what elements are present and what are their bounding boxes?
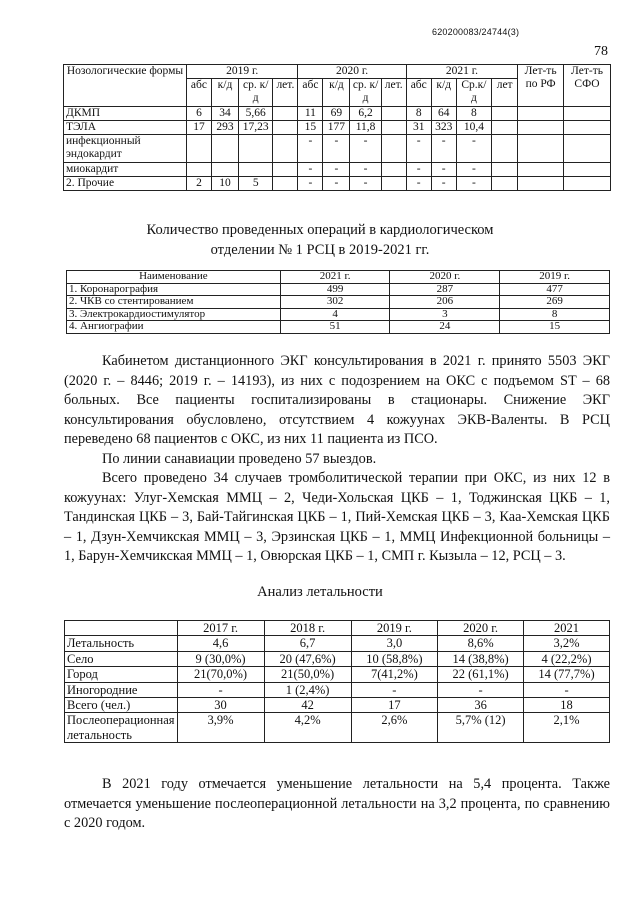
mortality-heading: Анализ летальности [257,584,383,600]
subheader-cell: к/д [323,79,350,106]
table-cell [273,162,298,176]
table-cell [211,135,238,162]
table-cell: 34 [211,106,238,120]
table-cell [273,176,298,190]
table-cell: 18 [524,697,610,712]
table-cell: 8 [500,308,610,321]
table-cell: 287 [390,283,500,296]
paragraph-thrombolysis: Всего проведено 34 случаев тромболитической терапии при ОКС, из них 12 в кожуунах: Улуг-Хемская ММЦ – 2, Чеди-Хольская ЦКБ – 1, Тоджинская ЦКБ – 1, Тандинская ЦКБ – 3, Бай-Тайгинская ЦКБ – 1, Пий-Хемская ЦКБ – 3, Каа-Хемская ЦКБ – 1, Дзун-Хемчикская ММЦ – 3, Эрзинская ЦКБ – 1, ММЦ Инфекционной больницы – 1, Барун-Хемчикская ММЦ – 1, Овюрская ЦКБ – 1, СМП г. Кызыла – 12, РСЦ – 3. [64,470,610,564]
table-cell: инфекционный эндокардит [64,135,187,162]
table-cell [381,106,406,120]
operations-table [66,270,610,334]
nosology-table-body [64,106,611,190]
table-cell: 5 [239,176,273,190]
table-row [65,636,610,651]
table-cell [381,176,406,190]
subheader-cell: к/д [211,79,238,106]
header-2020: 2020 г. [390,271,500,284]
table-cell: 4 (22,2%) [524,651,610,666]
table-cell: 17 [186,120,211,134]
table-cell: 2. Прочие [64,176,187,190]
table-cell: 17 [351,697,437,712]
table-cell: 31 [406,120,431,134]
page-number: 78 [594,44,608,59]
table-cell: - [323,162,350,176]
table-row [64,176,611,190]
header-mortality-rf: Лет-ть по РФ [518,65,564,107]
table-cell [518,162,564,176]
paragraph-ecg: Кабинетом дистанционного ЭКГ консультирования в 2021 г. принято 5503 ЭКГ (2020 г. – 8446; 2019 г. – 14193), из них с подозрением на ОКС с подъемом ST – 68 больных. Все пациенты госпитализированы в стационары. Снижение ЭКГ консультирования обусловлено, отсутствием 4 кожуунах ЭКВ-Валенты. В РСЦ переведено 68 пациентов с ОКС, из них 11 пациента из ПСО. [64,353,610,447]
table-cell [186,162,211,176]
table-cell: Иногородние [65,682,178,697]
conclusion-text [64,775,610,834]
table-cell: 2,6% [351,713,437,743]
table-cell [381,135,406,162]
table-cell: 2. ЧКВ со стентированием [67,296,281,309]
table-cell: 10 [211,176,238,190]
subheader-cell: ср. к/д [350,79,381,106]
table-cell: 9 (30,0%) [177,651,264,666]
table-cell [492,176,518,190]
table-cell [381,120,406,134]
table-cell: - [456,135,491,162]
table-cell: 17,23 [239,120,273,134]
table-cell: 302 [280,296,390,309]
table-cell [564,176,611,190]
table-cell: 69 [323,106,350,120]
table-cell: 3 [390,308,500,321]
table-header-row [65,621,610,636]
table-cell: 4,2% [264,713,351,743]
operations-heading-text: Количество проведенных операций в кардиологическом отделении № 1 РСЦ в 2019-2021 гг. [146,222,494,258]
table-cell: 64 [431,106,456,120]
table-cell: - [406,162,431,176]
table-row [67,296,610,309]
table-row [64,135,611,162]
table-cell: 7(41,2%) [351,667,437,682]
table-cell: - [431,176,456,190]
table-cell: 30 [177,697,264,712]
body-text [64,352,610,567]
table-cell: 20 (47,6%) [264,651,351,666]
subheader-cell: абс [298,79,323,106]
table-cell: Село [65,651,178,666]
table-cell: Всего (чел.) [65,697,178,712]
table-cell: 8 [406,106,431,120]
header-name: Наименование [67,271,281,284]
header-empty [65,621,178,636]
table-cell: 5,7% (12) [438,713,524,743]
table-cell: 3,0 [351,636,437,651]
operations-table-body [67,283,610,333]
table-cell: - [350,162,381,176]
table-cell [518,135,564,162]
table-row [65,713,610,743]
table-row [67,308,610,321]
table-row [65,697,610,712]
table-cell: 14 (77,7%) [524,667,610,682]
table-cell [492,106,518,120]
table-cell [273,106,298,120]
table-cell: Послеоперационная летальность [65,713,178,743]
table-cell [564,120,611,134]
table-cell: 11 [298,106,323,120]
table-cell: 3. Электрокардиостимулятор [67,308,281,321]
paragraph-sanaviation: По линии санавиации проведено 57 выездов. [102,450,377,467]
header-2019: 2019 г. [500,271,610,284]
table-cell: 323 [431,120,456,134]
table-row [67,283,610,296]
header-forms: Нозологические формы [64,65,187,107]
table-cell: - [406,176,431,190]
table-cell: - [438,682,524,697]
table-cell: - [177,682,264,697]
table-cell: 269 [500,296,610,309]
header-2020: 2020 г. [438,621,524,636]
table-cell [273,135,298,162]
table-cell: 4 [280,308,390,321]
header-2021: 2021 г. [280,271,390,284]
header-2021: 2021 [524,621,610,636]
table-cell: 6,2 [350,106,381,120]
table-cell: миокардит [64,162,187,176]
table-row [65,667,610,682]
table-cell [564,135,611,162]
table-cell [518,176,564,190]
table-cell: - [456,176,491,190]
table-cell [239,162,273,176]
table-cell [239,135,273,162]
table-cell: - [406,135,431,162]
subheader-cell: к/д [431,79,456,106]
table-cell: - [431,135,456,162]
table-cell: 499 [280,283,390,296]
table-cell: 6 [186,106,211,120]
paragraph-conclusion: В 2021 году отмечается уменьшение летальности на 5,4 процента. Также отмечается уменьшение послеоперационной летальности на 3,2 процента, по сравнению с 2020 годом. [64,776,610,831]
table-cell [564,162,611,176]
header-2019: 2019 г. [351,621,437,636]
table-row [64,106,611,120]
table-cell [518,120,564,134]
table-cell: 15 [500,321,610,334]
table-row [64,120,611,134]
table-cell: 3,9% [177,713,264,743]
table-header-row [67,271,610,284]
subheader-cell: лет. [273,79,298,106]
table-cell [211,162,238,176]
header-2017: 2017 г. [177,621,264,636]
table-cell: 206 [390,296,500,309]
table-cell: - [524,682,610,697]
table-cell [273,120,298,134]
table-row [65,682,610,697]
table-cell: ТЭЛА [64,120,187,134]
table-cell: 1. Коронарография [67,283,281,296]
table-cell: 14 (38,8%) [438,651,524,666]
table-header-row [64,65,611,79]
subheader-cell: ср. к/д [239,79,273,106]
table-row [64,162,611,176]
table-cell: 11,8 [350,120,381,134]
table-cell: - [456,162,491,176]
table-cell: ДКМП [64,106,187,120]
table-cell: 21(50,0%) [264,667,351,682]
table-cell: - [350,135,381,162]
table-cell: - [323,135,350,162]
table-cell: - [298,162,323,176]
table-cell: 4. Ангиографии [67,321,281,334]
table-cell: 10,4 [456,120,491,134]
table-cell [492,162,518,176]
table-cell: 2 [186,176,211,190]
table-row [67,321,610,334]
mortality-table-body [65,636,610,743]
header-year-2019: 2019 г. [186,65,297,79]
table-cell: 6,7 [264,636,351,651]
subheader-cell: лет [492,79,518,106]
table-cell: 15 [298,120,323,134]
table-cell: - [298,135,323,162]
table-cell: 5,66 [239,106,273,120]
subheader-cell: абс [406,79,431,106]
table-cell: 177 [323,120,350,134]
header-mortality-sfo: Лет-ть СФО [564,65,611,107]
table-cell: - [431,162,456,176]
subheader-cell: абс [186,79,211,106]
table-cell [564,106,611,120]
table-cell: 24 [390,321,500,334]
table-cell: 42 [264,697,351,712]
header-year-2021: 2021 г. [406,65,517,79]
table-cell: 21(70,0%) [177,667,264,682]
table-cell: 1 (2,4%) [264,682,351,697]
table-cell [492,120,518,134]
mortality-table [64,620,610,743]
subheader-cell: Ср.к/д [456,79,491,106]
table-cell: - [351,682,437,697]
table-cell: 36 [438,697,524,712]
header-year-2020: 2020 г. [298,65,406,79]
table-cell: 22 (61,1%) [438,667,524,682]
table-cell: 477 [500,283,610,296]
table-cell: 3,2% [524,636,610,651]
table-cell: 8 [456,106,491,120]
header-2018: 2018 г. [264,621,351,636]
table-cell: - [350,176,381,190]
table-cell [186,135,211,162]
table-cell [518,106,564,120]
table-cell: 2,1% [524,713,610,743]
table-row [65,651,610,666]
table-cell: 51 [280,321,390,334]
table-cell: 10 (58,8%) [351,651,437,666]
operations-heading [0,220,640,260]
table-cell: Город [65,667,178,682]
nosology-table [63,64,611,191]
table-cell: Летальность [65,636,178,651]
table-cell: 8,6% [438,636,524,651]
table-cell [381,162,406,176]
document-id: 620200083/24744(3) [432,27,520,37]
table-cell: 4,6 [177,636,264,651]
table-cell: 293 [211,120,238,134]
table-cell [492,135,518,162]
table-cell: - [298,176,323,190]
table-cell: - [323,176,350,190]
subheader-cell: лет. [381,79,406,106]
